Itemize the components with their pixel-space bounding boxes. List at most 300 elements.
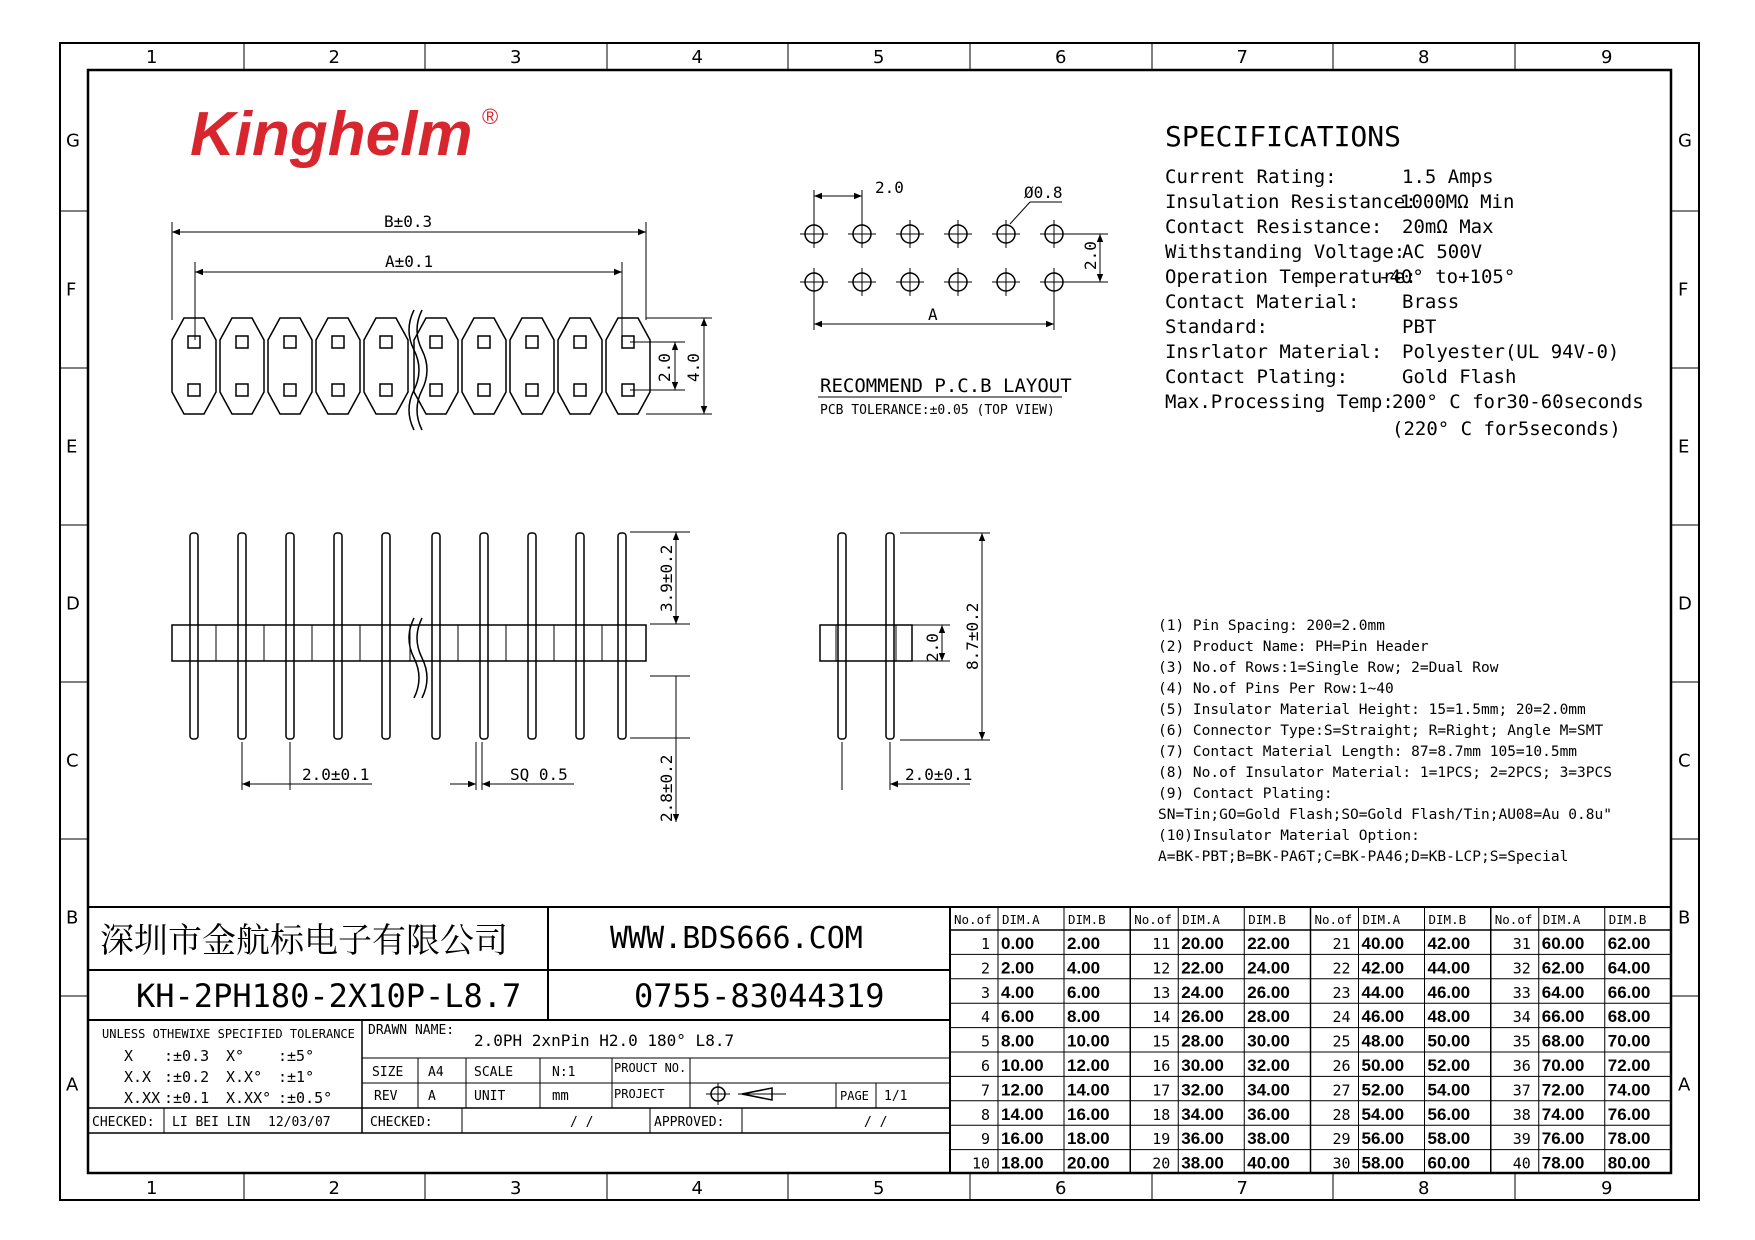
frame-row-label: D [1678, 593, 1692, 615]
dim-table-a: 18.00 [1001, 1153, 1044, 1173]
frame-column-label: 4 [691, 1178, 703, 1199]
side-dim-body: 2.0 [923, 633, 942, 662]
frame-row-label: B [1678, 907, 1691, 929]
frame-row-label: A [1678, 1074, 1691, 1096]
tolerance-title: UNLESS OTHEWIXE SPECIFIED TOLERANCE [102, 1027, 355, 1041]
dimension-table [950, 907, 1671, 1173]
dim-table-no: 28 [1332, 1105, 1351, 1124]
project-label: PROJECT [614, 1087, 665, 1101]
spec-value: AC 500V [1402, 241, 1483, 263]
dim-table-b: 80.00 [1607, 1153, 1651, 1173]
frame-row-label: E [1678, 436, 1690, 458]
dim-table-no: 8 [980, 1105, 990, 1124]
frame-row-label: D [66, 593, 80, 615]
note-line: (7) Contact Material Length: 87=8.7mm 105=10.5mm [1158, 744, 1578, 760]
dim-table-b: 4.00 [1067, 958, 1101, 978]
dim-table-b: 72.00 [1607, 1056, 1651, 1075]
dim-table-a: 6.00 [1001, 1007, 1035, 1027]
dim-table-no: 24 [1332, 1008, 1351, 1027]
dim-table-header: No.of [954, 912, 992, 927]
dim-table-a: 26.00 [1181, 1007, 1224, 1027]
dim-table-a: 38.00 [1181, 1153, 1224, 1173]
dim-table-no: 15 [1152, 1032, 1171, 1051]
dim-table-no: 38 [1512, 1105, 1531, 1124]
title-block [88, 907, 950, 1173]
dim-table-no: 21 [1332, 935, 1351, 953]
dim-table-no: 9 [980, 1130, 990, 1149]
dim-table-no: 2 [980, 959, 990, 978]
dim-a-label: A±0.1 [385, 252, 434, 271]
dim-table-no: 20 [1152, 1154, 1171, 1173]
dim-table-a: 64.00 [1541, 982, 1585, 1002]
dim-table-b: 50.00 [1427, 1031, 1471, 1051]
dim-table-a: 2.00 [1001, 958, 1035, 978]
dim-table-no: 17 [1152, 1081, 1171, 1100]
frame-column-label: 6 [1055, 1178, 1067, 1199]
header-pin [528, 533, 536, 739]
dim-table-no: 14 [1152, 1008, 1171, 1027]
spec-label: Withstanding Voltage: [1165, 241, 1406, 263]
pin-square [574, 336, 586, 348]
size-value: A4 [428, 1065, 444, 1080]
note-line: (6) Connector Type:S=Straight; R=Right; Angle M=SMT [1158, 723, 1604, 739]
checked-date: 12/03/07 [268, 1115, 331, 1130]
dim-table-a: 4.00 [1001, 982, 1035, 1002]
side-dim-total: 8.7±0.2 [963, 602, 982, 670]
tolerance-cell: X° [226, 1047, 245, 1065]
side-dim-pitch: 2.0±0.1 [905, 765, 973, 784]
tolerance-cell: :±0.3 [164, 1047, 210, 1065]
dim-table-a: 44.00 [1361, 982, 1405, 1002]
frame-column-label: 8 [1418, 47, 1430, 68]
tolerance-cell: X.XX [124, 1089, 161, 1107]
dim-table-b: 38.00 [1247, 1129, 1290, 1149]
pin-square [284, 384, 296, 396]
dim-table-no: 33 [1512, 983, 1531, 1002]
tolerance-cell: :±0.5° [278, 1089, 333, 1107]
frame-row-label: C [1678, 750, 1691, 772]
frame-row-label: F [66, 279, 77, 301]
dim-table-b: 58.00 [1427, 1129, 1471, 1149]
spec-value: 200° C for30-60seconds [1392, 391, 1644, 413]
dim-table-b: 44.00 [1427, 958, 1471, 978]
checked-by: LI BEI LIN [172, 1115, 251, 1130]
front-dim-sq: SQ 0.5 [510, 765, 568, 784]
checked2-label: CHECKED: [370, 1115, 433, 1130]
page-value: 1/1 [884, 1089, 908, 1104]
frame-column-label: 5 [873, 47, 885, 68]
dim-table-b: 76.00 [1607, 1104, 1651, 1124]
phone-number: 0755-83044319 [634, 977, 885, 1015]
dim-table-b: 48.00 [1427, 1007, 1471, 1027]
dim-table-no: 39 [1512, 1130, 1531, 1149]
dim-table-no: 19 [1152, 1130, 1171, 1149]
spec-value: Brass [1402, 291, 1460, 313]
dim-table-b: 46.00 [1427, 982, 1471, 1002]
housing-outline [606, 318, 650, 414]
dim-table-a: 76.00 [1541, 1129, 1585, 1149]
frame-column-label: 1 [146, 47, 158, 68]
spec-value: 1.5 Amps [1402, 166, 1494, 188]
pcb-pitch-label: 2.0 [875, 178, 904, 197]
dim-table-no: 12 [1152, 959, 1171, 978]
dim-table-a: 14.00 [1001, 1104, 1044, 1124]
dim-table-a: 28.00 [1181, 1031, 1224, 1051]
header-pin [190, 533, 198, 739]
pcb-row-label: 2.0 [1081, 241, 1100, 270]
pin-square [430, 384, 442, 396]
tolerance-cell: :±0.1 [164, 1089, 210, 1107]
dim-table-a: 16.00 [1001, 1129, 1044, 1149]
frame-row-label: G [1678, 130, 1692, 152]
frame-column-label: 7 [1236, 47, 1248, 68]
note-line: A=BK-PBT;B=BK-PA6T;C=BK-PA46;D=KB-LCP;S=Special [1158, 849, 1569, 865]
dim-table-a: 0.00 [1001, 934, 1035, 953]
pin-square [478, 336, 490, 348]
company-name: 深圳市金航标电子有限公司 [100, 921, 508, 961]
dim-table-header: DIM.A [1542, 912, 1581, 927]
pcb-layout [800, 178, 1108, 418]
pin-square [332, 384, 344, 396]
spec-label: Max.Processing Temp: [1165, 391, 1394, 413]
frame-column-label: 3 [510, 1178, 522, 1199]
tolerance-cell: X.XX° [226, 1089, 272, 1107]
housing-outline [316, 318, 360, 414]
front-dim-bottom: 2.8±0.2 [657, 754, 676, 822]
dim-table-no: 13 [1152, 983, 1171, 1002]
note-line: (10)Insulator Material Option: [1158, 828, 1420, 844]
pin-square [380, 384, 392, 396]
dim-table-no: 31 [1512, 935, 1531, 953]
spec-value: Polyester(UL 94V-0) [1402, 341, 1620, 363]
dim-table-b: 70.00 [1607, 1031, 1651, 1051]
pin-square [188, 384, 200, 396]
dim-table-b: 12.00 [1067, 1056, 1110, 1075]
dim-table-a: 24.00 [1181, 982, 1224, 1002]
header-pin [238, 533, 246, 739]
scale-value: N:1 [552, 1065, 576, 1080]
spec-value: 1000MΩ Min [1400, 191, 1515, 213]
dim-table-b: 16.00 [1067, 1104, 1110, 1124]
dim-table-b: 40.00 [1247, 1153, 1290, 1173]
website: WWW.BDS666.COM [610, 921, 863, 956]
dim-row-label: 2.0 [655, 353, 674, 382]
dim-table-b: 22.00 [1247, 934, 1290, 953]
dim-table-b: 34.00 [1247, 1080, 1290, 1100]
housing-outline [172, 318, 216, 414]
dim-table-no: 16 [1152, 1057, 1171, 1075]
housing-outline [220, 318, 264, 414]
spec-label: Contact Resistance: [1165, 216, 1383, 238]
header-pin [432, 533, 440, 739]
note-line: (3) No.of Rows:1=Single Row; 2=Dual Row [1158, 660, 1499, 676]
dim-table-no: 6 [980, 1057, 990, 1075]
dim-table-no: 30 [1332, 1154, 1351, 1173]
dim-table-a: 22.00 [1181, 958, 1224, 978]
dim-table-header: DIM.B [1428, 912, 1467, 927]
dim-table-a: 72.00 [1541, 1080, 1585, 1100]
housing-outline [558, 318, 602, 414]
housing-outline [414, 318, 458, 414]
dim-table-b: 26.00 [1247, 982, 1290, 1002]
dim-table-header: DIM.A [1002, 912, 1040, 927]
frame-column-label: 7 [1236, 1178, 1248, 1199]
dim-table-header: DIM.A [1362, 912, 1401, 927]
rev-label: REV [374, 1089, 398, 1104]
unit-label: UNIT [474, 1089, 506, 1104]
pcb-tolerance: PCB TOLERANCE:±0.05 (TOP VIEW) [820, 403, 1055, 418]
dim-table-header: DIM.B [1608, 912, 1647, 927]
frame-column-label: 6 [1055, 47, 1067, 68]
frame-row-label: A [66, 1074, 79, 1096]
pcb-a-label: A [928, 305, 938, 324]
registered-mark: ® [482, 104, 499, 129]
dim-table-header: DIM.B [1068, 912, 1106, 927]
dim-table-a: 32.00 [1181, 1080, 1224, 1100]
dim-table-no: 3 [980, 983, 990, 1002]
note-line: (9) Contact Plating: [1158, 786, 1333, 802]
dim-table-a: 40.00 [1361, 934, 1405, 953]
dim-table-no: 23 [1332, 983, 1351, 1002]
spec-value: 20mΩ Max [1402, 216, 1494, 238]
front-dim-pitch: 2.0±0.1 [302, 765, 370, 784]
dim-table-a: 66.00 [1541, 1007, 1585, 1027]
dim-table-a: 20.00 [1181, 934, 1224, 953]
dim-table-no: 35 [1512, 1032, 1531, 1051]
dim-table-a: 56.00 [1361, 1129, 1405, 1149]
pin-square [380, 336, 392, 348]
header-pin [382, 533, 390, 739]
dim-table-header: No.of [1134, 912, 1172, 927]
dim-table-no: 40 [1512, 1154, 1531, 1173]
drawn-name-label: DRAWN NAME: [368, 1023, 455, 1038]
dim-table-b: 8.00 [1067, 1007, 1101, 1027]
spec-value: PBT [1402, 316, 1437, 338]
front-dim-top: 3.9±0.2 [657, 544, 676, 612]
dim-table-b: 68.00 [1607, 1007, 1651, 1027]
pin-square [430, 336, 442, 348]
housing-outline [462, 318, 506, 414]
pin-square [236, 336, 248, 348]
note-line: (8) No.of Insulator Material: 1=1PCS; 2=2PCS; 3=3PCS [1158, 765, 1612, 781]
pin-square [574, 384, 586, 396]
dim-table-b: 6.00 [1067, 982, 1101, 1002]
spec-label: Operation Temperature: [1165, 266, 1417, 288]
pin-square [332, 336, 344, 348]
specifications [1165, 120, 1644, 440]
header-pin [480, 533, 488, 739]
dim-table-no: 37 [1512, 1081, 1531, 1100]
frame-column-label: 4 [691, 47, 703, 68]
unit-value: mm [552, 1088, 569, 1104]
dim-table-a: 62.00 [1541, 958, 1585, 978]
dim-table-a: 74.00 [1541, 1104, 1585, 1124]
pcb-layout-title: RECOMMEND P.C.B LAYOUT [820, 375, 1072, 397]
dim-table-a: 34.00 [1181, 1104, 1224, 1124]
dim-table-no: 27 [1332, 1081, 1351, 1100]
dim-table-a: 68.00 [1541, 1031, 1585, 1051]
kinghelm-logo: Kinghelm [190, 100, 473, 169]
frame-column-label: 2 [328, 47, 340, 68]
dim-table-a: 8.00 [1001, 1031, 1035, 1051]
dim-table-a: 12.00 [1001, 1080, 1044, 1100]
projection-symbol-icon [706, 1083, 786, 1105]
dim-table-header: No.of [1314, 912, 1353, 927]
dim-table-b: 10.00 [1067, 1031, 1110, 1051]
frame-column-label: 8 [1418, 1178, 1430, 1199]
dim-table-no: 10 [971, 1154, 990, 1173]
spec-label: Current Rating: [1165, 166, 1337, 188]
size-label: SIZE [372, 1065, 404, 1080]
rev-value: A [428, 1089, 436, 1104]
pin-square [526, 384, 538, 396]
dim-table-no: 5 [980, 1032, 990, 1051]
spec-value: -40° to+105° [1378, 266, 1516, 288]
frame-column-label: 9 [1601, 1178, 1613, 1199]
dim-table-b: 2.00 [1067, 934, 1101, 953]
checked-label: CHECKED: [92, 1115, 155, 1130]
tolerance-cell: X [124, 1047, 134, 1065]
dim-table-no: 26 [1332, 1057, 1351, 1075]
dim-table-no: 29 [1332, 1130, 1351, 1149]
part-number: KH-2PH180-2X10P-L8.7 [136, 977, 522, 1015]
spec-label: Insrlator Material: [1165, 341, 1383, 363]
dim-table-header: No.of [1494, 912, 1533, 927]
tolerance-cell: X.X° [226, 1068, 263, 1086]
dim-table-no: 25 [1332, 1032, 1351, 1051]
spec-label: Contact Material: [1165, 291, 1360, 313]
frame-row-label: G [66, 130, 80, 152]
dim-table-header: DIM.B [1248, 912, 1286, 927]
dim-total-label: 4.0 [684, 353, 703, 382]
dim-table-no: 18 [1152, 1105, 1171, 1124]
spec-value: Gold Flash [1402, 366, 1517, 388]
dim-table-a: 48.00 [1361, 1031, 1405, 1051]
frame-row-label: C [66, 750, 79, 772]
pin-square [526, 336, 538, 348]
dim-table-b: 60.00 [1427, 1153, 1471, 1173]
ordering-notes [1158, 618, 1612, 865]
frame-row-label: F [1678, 279, 1689, 301]
dim-table-b: 14.00 [1067, 1080, 1110, 1100]
spec-label: Contact Plating: [1165, 366, 1349, 388]
dim-table-a: 58.00 [1361, 1153, 1405, 1173]
frame-column-label: 3 [510, 47, 522, 68]
dim-table-b: 78.00 [1607, 1129, 1651, 1149]
scale-label: SCALE [474, 1065, 514, 1080]
note-line: (1) Pin Spacing: 200=2.0mm [1158, 618, 1385, 634]
pcb-hole-label: Ø0.8 [1024, 183, 1063, 202]
approved-date: / / [864, 1115, 888, 1130]
dim-table-a: 60.00 [1541, 934, 1585, 953]
dim-table-a: 42.00 [1361, 958, 1405, 978]
dim-table-no: 36 [1512, 1057, 1531, 1075]
tolerance-cell: :±5° [278, 1047, 315, 1065]
frame-column-label: 1 [146, 1178, 158, 1199]
frame-column-label: 5 [873, 1178, 885, 1199]
pin-square [188, 336, 200, 348]
spec-value: (220° C for5seconds) [1392, 418, 1621, 440]
dim-table-b: 74.00 [1607, 1080, 1651, 1100]
note-line: (5) Insulator Material Height: 15=1.5mm; 20=2.0mm [1158, 702, 1586, 718]
pin-square [284, 336, 296, 348]
dim-table-b: 56.00 [1427, 1104, 1471, 1124]
dim-table-no: 7 [980, 1081, 990, 1100]
spec-label: Standard: [1165, 316, 1268, 338]
dim-table-header: DIM.A [1182, 912, 1220, 927]
note-line: (4) No.of Pins Per Row:1~40 [1158, 681, 1394, 697]
front-view [172, 532, 690, 822]
dim-table-b: 28.00 [1247, 1007, 1290, 1027]
dim-table-no: 32 [1512, 959, 1531, 978]
dim-table-a: 46.00 [1361, 1007, 1405, 1027]
dim-table-b: 64.00 [1607, 958, 1651, 978]
spec-label: Insulation Resistance: [1165, 191, 1417, 213]
dim-table-b: 66.00 [1607, 982, 1651, 1002]
header-pin [618, 533, 626, 739]
dim-table-a: 30.00 [1181, 1056, 1224, 1075]
header-pin [286, 533, 294, 739]
housing-outline [364, 318, 408, 414]
tolerance-cell: :±1° [278, 1068, 315, 1086]
dim-table-no: 11 [1152, 935, 1171, 953]
dim-table-a: 50.00 [1361, 1056, 1405, 1075]
dim-table-a: 78.00 [1541, 1153, 1585, 1173]
drawn-name: 2.0PH 2xnPin H2.0 180° L8.7 [474, 1031, 735, 1050]
dim-table-a: 36.00 [1181, 1129, 1224, 1149]
dim-table-b: 62.00 [1607, 934, 1651, 953]
dim-table-b: 24.00 [1247, 958, 1290, 978]
side-view [820, 533, 990, 790]
housing-outline [268, 318, 312, 414]
dim-table-no: 34 [1512, 1008, 1531, 1027]
checked2-date: / / [570, 1115, 594, 1130]
header-pin [334, 533, 342, 739]
note-line: SN=Tin;GO=Gold Flash;SO=Gold Flash/Tin;AU08=Au 0.8u" [1158, 807, 1612, 823]
dim-b-label: B±0.3 [384, 212, 433, 231]
note-line: (2) Product Name: PH=Pin Header [1158, 639, 1429, 655]
dim-table-b: 32.00 [1247, 1056, 1290, 1075]
dim-table-no: 4 [980, 1008, 990, 1027]
dim-table-b: 30.00 [1247, 1031, 1290, 1051]
page-label: PAGE [840, 1089, 869, 1103]
frame-column-label: 2 [328, 1178, 340, 1199]
header-pin [576, 533, 584, 739]
dim-table-no: 1 [980, 935, 990, 953]
pin-square [236, 384, 248, 396]
dim-table-b: 18.00 [1067, 1129, 1110, 1149]
dim-table-no: 22 [1332, 959, 1351, 978]
tolerance-cell: X.X [124, 1068, 152, 1086]
dim-table-a: 10.00 [1001, 1056, 1044, 1075]
dim-table-b: 20.00 [1067, 1153, 1110, 1173]
frame-row-label: B [66, 907, 79, 929]
dim-table-b: 36.00 [1247, 1104, 1290, 1124]
dim-table-a: 70.00 [1541, 1056, 1585, 1075]
dim-table-b: 54.00 [1427, 1080, 1471, 1100]
dim-table-b: 42.00 [1427, 934, 1471, 953]
approved-label: APPROVED: [654, 1115, 725, 1130]
dim-table-b: 52.00 [1427, 1056, 1471, 1075]
frame-row-label: E [66, 436, 78, 458]
dim-table-a: 54.00 [1361, 1104, 1405, 1124]
specs-title: SPECIFICATIONS [1165, 120, 1402, 153]
pin-square [478, 384, 490, 396]
product-no-label: PROUCT NO. [614, 1061, 687, 1075]
dim-table-a: 52.00 [1361, 1080, 1405, 1100]
top-view [172, 212, 712, 430]
tolerance-cell: :±0.2 [164, 1068, 210, 1086]
